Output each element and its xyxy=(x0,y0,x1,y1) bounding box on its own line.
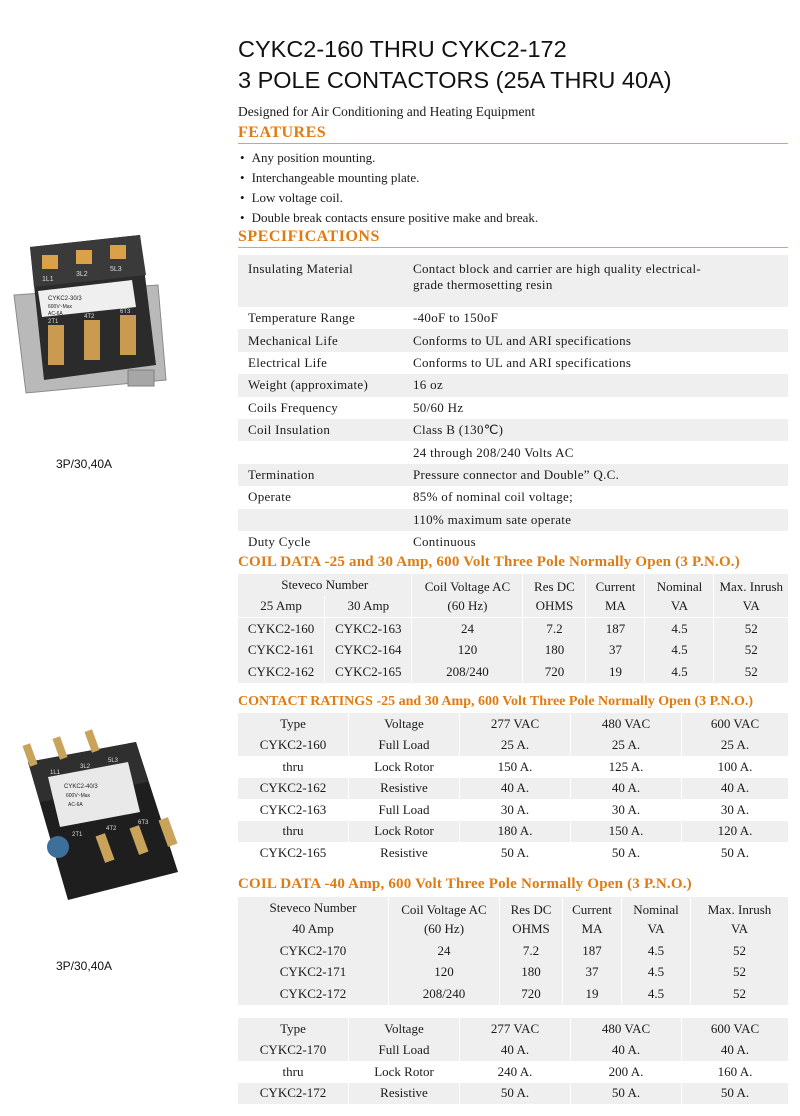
terminal-label: 2T1 xyxy=(48,319,59,325)
table-cell: 30 A. xyxy=(682,799,789,821)
table-cell: 50 A. xyxy=(682,842,789,864)
header-cell: 40 Amp xyxy=(238,919,389,941)
table-cell: 40 A. xyxy=(682,778,789,800)
spec-value: 85% of nominal coil voltage; xyxy=(413,489,574,505)
table-cell: Full Load xyxy=(349,735,460,757)
table-cell: Resistive xyxy=(349,1083,460,1105)
contact-ratings-25-30-table xyxy=(238,713,788,864)
table-cell: thru xyxy=(238,821,349,843)
table-cell: 240 A. xyxy=(460,1061,571,1083)
header-cell: 480 VAC xyxy=(571,713,682,735)
table-cell: 4.5 xyxy=(622,962,691,984)
image-caption-1: 3P/30,40A xyxy=(56,457,113,471)
table-cell: 50 A. xyxy=(682,1083,789,1105)
terminal-label: 5L3 xyxy=(110,266,122,273)
header-text: MA xyxy=(604,597,626,613)
header-cell: Steveco Number xyxy=(238,574,412,596)
spec-value: Conforms to UL and ARI specifications xyxy=(413,354,632,370)
spec-value: 110% maximum sate operate xyxy=(403,509,788,531)
table-cell: 187 xyxy=(586,618,645,640)
table-cell: 40 A. xyxy=(460,778,571,800)
feature-item: • Any position mounting. xyxy=(240,148,538,168)
header-text: Nominal xyxy=(656,578,703,594)
coil-data-25-30-heading: COIL DATA -25 and 30 Amp, 600 Volt Three Pole Normally Open (3 P.N.O.) xyxy=(238,554,740,570)
header-cell: Voltage xyxy=(349,1018,460,1040)
table-cell: CYKC2-171 xyxy=(238,962,389,984)
header-cell: Type xyxy=(238,1018,349,1040)
table-cell: 100 A. xyxy=(682,756,789,778)
table-cell: 37 xyxy=(563,962,622,984)
header-cell: Voltage xyxy=(349,713,460,735)
header-cell xyxy=(645,574,714,618)
spec-value: Pressure connector and Double” Q.C. xyxy=(403,464,788,486)
terminal-label: 3L2 xyxy=(80,764,91,770)
table-cell: 187 xyxy=(563,940,622,962)
header-text: Nominal xyxy=(633,901,679,917)
header-cell xyxy=(586,574,645,618)
table-cell: thru xyxy=(238,1061,349,1083)
spec-value: Conforms to UL and ARI specifications xyxy=(403,329,788,351)
table-cell: thru xyxy=(238,756,349,778)
table-cell: CYKC2-162 xyxy=(238,778,349,800)
table-cell: 208/240 xyxy=(412,661,523,683)
table-cell: 50 A. xyxy=(571,842,682,864)
table-cell: 19 xyxy=(586,661,645,683)
title-line-1: CYKC2-160 THRU CYKC2-172 xyxy=(238,36,567,62)
table-cell: CYKC2-163 xyxy=(325,618,412,640)
spec-row xyxy=(238,397,788,419)
contactor-photo-2 xyxy=(8,722,188,907)
label-line: AC-6A xyxy=(48,311,63,317)
subtitle: Designed for Air Conditioning and Heating Equipment xyxy=(238,104,535,119)
header-cell xyxy=(389,897,500,940)
table-cell: CYKC2-170 xyxy=(238,940,389,962)
table-cell: 25 A. xyxy=(460,735,571,757)
table-cell: Lock Rotor xyxy=(349,756,460,778)
terminal-screw xyxy=(76,250,92,264)
table-cell: CYKC2-161 xyxy=(238,640,325,662)
table-header-row xyxy=(238,897,788,919)
header-cell: 277 VAC xyxy=(460,1018,571,1040)
table-cell: 120 A. xyxy=(682,821,789,843)
spec-label: Mechanical Life xyxy=(238,329,403,351)
spec-value-line: grade thermosetting resin xyxy=(413,277,553,292)
table-cell: 180 A. xyxy=(460,821,571,843)
contact-ratings-40-table xyxy=(238,1018,788,1104)
specifications-table xyxy=(238,255,788,553)
table-cell: 25 A. xyxy=(571,735,682,757)
table-cell: 30 A. xyxy=(571,799,682,821)
terminal-screw xyxy=(42,255,58,269)
terminal-label: 1L1 xyxy=(50,770,61,776)
header-text: MA xyxy=(581,920,603,936)
coil-terminal xyxy=(47,836,69,858)
terminal-screw xyxy=(110,245,126,259)
table-cell: 125 A. xyxy=(571,756,682,778)
header-text: (60 Hz) xyxy=(447,597,488,613)
table-cell: 720 xyxy=(523,661,586,683)
header-cell xyxy=(691,897,789,940)
spec-value-line: Contact block and carrier are high quality electrical- xyxy=(413,261,701,276)
table-cell: Lock Rotor xyxy=(349,1061,460,1083)
table-cell: CYKC2-172 xyxy=(238,983,389,1005)
title-line-2: 3 POLE CONTACTORS (25A THRU 40A) xyxy=(238,67,672,93)
spec-label: Coil Insulation xyxy=(238,419,403,441)
table-row xyxy=(238,778,788,800)
label-line: AC-6A xyxy=(68,802,83,808)
terminal-lug xyxy=(84,320,100,360)
header-text: Coil Voltage AC xyxy=(401,901,487,917)
feature-item: • Double break contacts ensure positive make and break. xyxy=(240,208,538,228)
header-text: VA xyxy=(730,920,749,936)
spec-value xyxy=(403,255,788,307)
table-header-row xyxy=(238,713,788,735)
coil-data-40-heading: COIL DATA -40 Amp, 600 Volt Three Pole Normally Open (3 P.N.O.) xyxy=(238,876,692,892)
table-cell: 52 xyxy=(714,618,788,640)
table-cell: 150 A. xyxy=(460,756,571,778)
table-row xyxy=(238,821,788,843)
table-cell: 50 A. xyxy=(460,1083,571,1105)
table-row xyxy=(238,1083,788,1105)
spec-value: Class B (130℃) xyxy=(403,419,788,441)
terminal-blade xyxy=(52,736,67,759)
table-cell: Resistive xyxy=(349,842,460,864)
terminal-label: 5L3 xyxy=(108,758,119,764)
table-cell: CYKC2-165 xyxy=(325,661,412,683)
table-cell: CYKC2-170 xyxy=(238,1040,349,1062)
features-heading: FEATURES xyxy=(238,124,327,141)
spec-label: Weight (approximate) xyxy=(238,374,403,396)
table-cell: 52 xyxy=(714,661,788,683)
spec-value: Continuous xyxy=(413,534,476,550)
spec-row xyxy=(238,352,788,374)
terminal-label: 4T2 xyxy=(84,314,95,320)
table-row xyxy=(238,1061,788,1083)
header-cell: 600 VAC xyxy=(682,1018,789,1040)
spec-label: Electrical Life xyxy=(248,354,328,370)
table-row xyxy=(238,756,788,778)
specifications-divider xyxy=(238,247,788,248)
table-cell: 4.5 xyxy=(645,618,714,640)
label-line: 600V~Max xyxy=(48,304,73,310)
table-row xyxy=(238,842,788,864)
table-cell: 180 xyxy=(500,962,563,984)
header-text: Res DC xyxy=(534,578,575,594)
header-cell: 30 Amp xyxy=(325,596,412,618)
features-list xyxy=(240,148,538,228)
header-cell xyxy=(714,574,788,618)
table-cell: CYKC2-164 xyxy=(325,640,412,662)
table-cell: 4.5 xyxy=(645,640,714,662)
table-cell: 208/240 xyxy=(389,983,500,1005)
table-row xyxy=(238,962,788,984)
table-row xyxy=(238,1040,788,1062)
header-text: VA xyxy=(647,920,665,936)
terminal-label: 4T2 xyxy=(106,826,117,832)
header-text: OHMS xyxy=(512,920,550,936)
table-cell: 4.5 xyxy=(645,661,714,683)
spec-row xyxy=(238,441,788,463)
table-cell: 24 xyxy=(389,940,500,962)
header-text: Coil Voltage AC xyxy=(424,578,511,594)
spec-row xyxy=(238,531,788,553)
terminal-lug xyxy=(120,315,136,355)
terminal-blade xyxy=(84,729,99,752)
header-cell xyxy=(412,574,523,618)
label-line: 600V~Max xyxy=(66,793,91,799)
table-cell: 52 xyxy=(691,983,789,1005)
page-title xyxy=(238,34,672,96)
table-cell: Full Load xyxy=(349,1040,460,1062)
spec-label xyxy=(238,441,403,463)
spec-label: Duty Cycle xyxy=(248,534,311,550)
header-cell: 480 VAC xyxy=(571,1018,682,1040)
contact-ratings-heading: CONTACT RATINGS -25 and 30 Amp, 600 Volt Three Pole Normally Open (3 P.N.O.) xyxy=(238,694,754,709)
header-cell: 600 VAC xyxy=(682,713,789,735)
table-cell: 120 xyxy=(412,640,523,662)
table-row xyxy=(238,618,788,640)
header-cell: 25 Amp xyxy=(238,596,325,618)
header-text: Res DC xyxy=(510,901,552,917)
table-cell: 200 A. xyxy=(571,1061,682,1083)
table-row xyxy=(238,735,788,757)
spec-row xyxy=(238,419,788,441)
spec-row xyxy=(238,374,788,396)
header-text: Max. Inrush xyxy=(707,901,772,917)
table-cell: 4.5 xyxy=(622,983,691,1005)
table-cell: 4.5 xyxy=(622,940,691,962)
spec-value: -40oF to 150oF xyxy=(413,310,499,326)
table-cell: 25 A. xyxy=(682,735,789,757)
spec-label: Operate xyxy=(248,489,292,505)
terminal-blade xyxy=(22,743,37,766)
table-cell: 150 A. xyxy=(571,821,682,843)
table-cell: 30 A. xyxy=(460,799,571,821)
table-cell: 50 A. xyxy=(460,842,571,864)
spec-label: Termination xyxy=(238,464,403,486)
label-model: CYKC2-40/3 xyxy=(64,784,98,790)
spec-label: Coils Frequency xyxy=(248,399,339,415)
table-cell: 37 xyxy=(586,640,645,662)
table-header-row xyxy=(238,574,788,596)
table-cell: CYKC2-163 xyxy=(238,799,349,821)
header-cell xyxy=(523,574,586,618)
terminal-label: 6T3 xyxy=(138,820,149,826)
header-cell: 277 VAC xyxy=(460,713,571,735)
header-text: VA xyxy=(670,597,688,613)
label-model: CYKC2-30/3 xyxy=(48,296,82,302)
header-cell: Type xyxy=(238,713,349,735)
coil-data-25-30-table xyxy=(238,574,788,683)
table-cell: 40 A. xyxy=(571,1040,682,1062)
table-cell: CYKC2-160 xyxy=(238,618,325,640)
table-cell: Resistive xyxy=(349,778,460,800)
spec-row xyxy=(238,486,788,508)
spec-row xyxy=(238,509,788,531)
table-row xyxy=(238,640,788,662)
header-cell: Steveco Number xyxy=(238,897,389,919)
terminal-label: 2T1 xyxy=(72,832,83,838)
spec-row xyxy=(238,464,788,486)
table-cell: Lock Rotor xyxy=(349,821,460,843)
spec-label: Temperature Range xyxy=(248,310,356,326)
table-cell: 40 A. xyxy=(682,1040,789,1062)
header-text: Current xyxy=(572,901,612,917)
spec-label xyxy=(238,509,403,531)
table-cell: CYKC2-165 xyxy=(238,842,349,864)
header-text: (60 Hz) xyxy=(423,920,465,936)
table-cell: 120 xyxy=(389,962,500,984)
table-cell: CYKC2-162 xyxy=(238,661,325,683)
header-text: VA xyxy=(742,597,760,613)
table-row xyxy=(238,799,788,821)
contactor-photo-1 xyxy=(8,225,173,410)
table-cell: 40 A. xyxy=(460,1040,571,1062)
header-text: Current xyxy=(595,578,636,594)
table-cell: 40 A. xyxy=(571,778,682,800)
feature-item: • Interchangeable mounting plate. xyxy=(240,168,538,188)
header-text: OHMS xyxy=(535,597,574,613)
table-cell: 180 xyxy=(523,640,586,662)
table-cell: 52 xyxy=(714,640,788,662)
header-text: Max. Inrush xyxy=(719,578,783,594)
spec-row xyxy=(238,255,788,307)
spec-value: 24 through 208/240 Volts AC xyxy=(413,444,574,460)
table-cell: 7.2 xyxy=(523,618,586,640)
terminal-lug xyxy=(48,325,64,365)
table-row xyxy=(238,940,788,962)
terminal-label: 3L2 xyxy=(76,271,88,278)
table-row xyxy=(238,661,788,683)
spec-label: Insulating Material xyxy=(238,255,403,307)
spec-row xyxy=(238,329,788,351)
spec-value: 16 oz xyxy=(403,374,788,396)
table-cell: CYKC2-160 xyxy=(238,735,349,757)
header-cell xyxy=(500,897,563,940)
table-cell: 160 A. xyxy=(682,1061,789,1083)
table-cell: 19 xyxy=(563,983,622,1005)
table-cell: 24 xyxy=(412,618,523,640)
table-cell: 7.2 xyxy=(500,940,563,962)
coil-data-40-table xyxy=(238,897,788,1005)
features-divider xyxy=(238,143,788,144)
feature-item: • Low voltage coil. xyxy=(240,188,538,208)
table-row xyxy=(238,983,788,1005)
terminal-label: 6T3 xyxy=(120,309,131,315)
table-cell: 52 xyxy=(691,940,789,962)
image-caption-2: 3P/30,40A xyxy=(56,959,113,973)
table-cell: CYKC2-172 xyxy=(238,1083,349,1105)
table-cell: Full Load xyxy=(349,799,460,821)
table-cell: 52 xyxy=(691,962,789,984)
mounting-foot xyxy=(128,370,154,386)
terminal-label: 1L1 xyxy=(42,276,54,283)
spec-row xyxy=(238,307,788,329)
table-cell: 720 xyxy=(500,983,563,1005)
header-cell xyxy=(622,897,691,940)
header-cell xyxy=(563,897,622,940)
table-header-row xyxy=(238,1018,788,1040)
table-cell: 50 A. xyxy=(571,1083,682,1105)
spec-value: 50/60 Hz xyxy=(413,399,464,415)
specifications-heading: SPECIFICATIONS xyxy=(238,228,380,245)
